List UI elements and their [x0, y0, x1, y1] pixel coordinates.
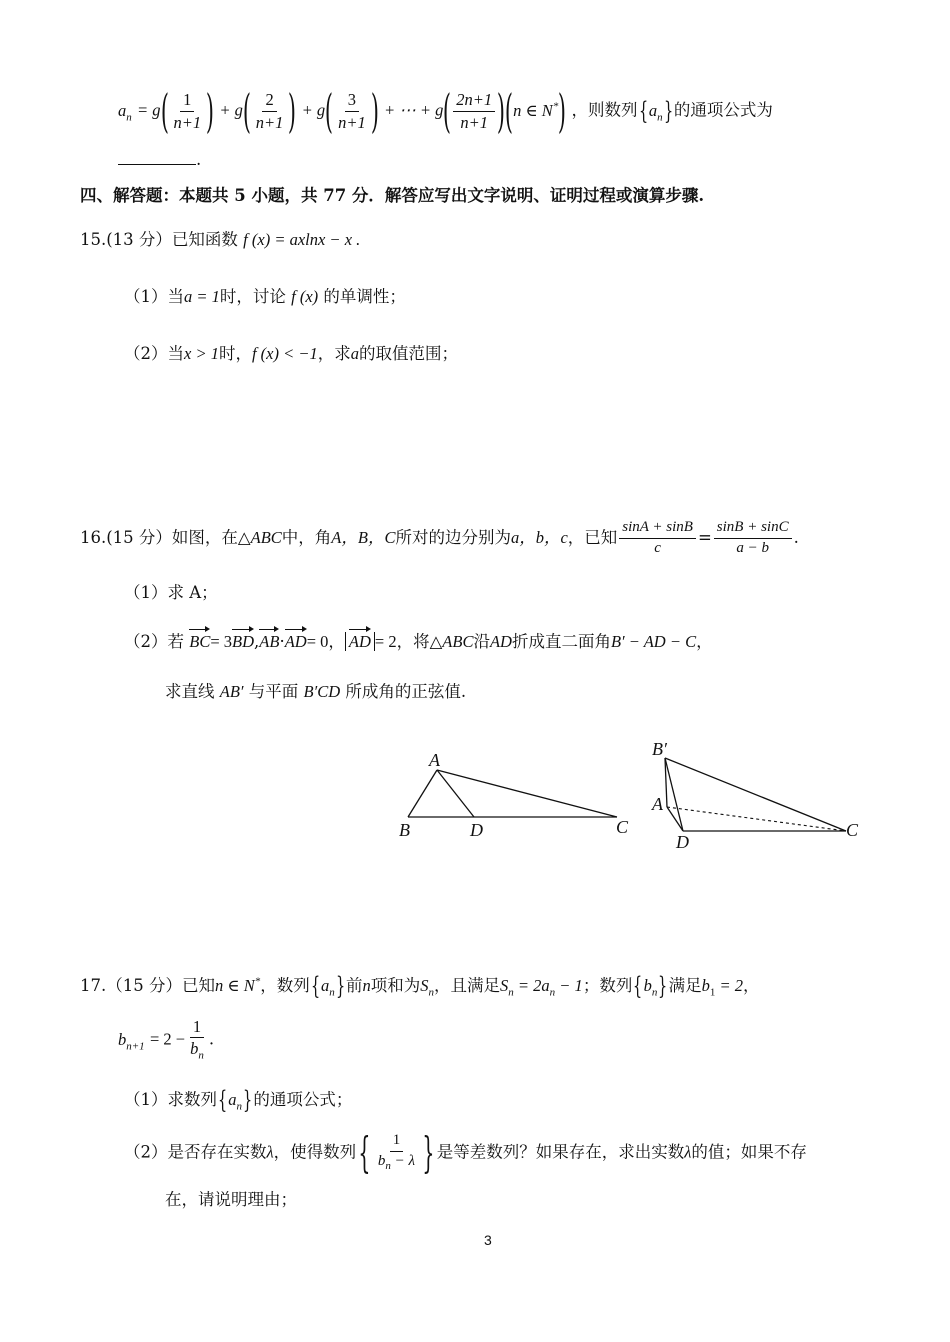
label-d-folded: D [676, 832, 689, 852]
q15-function: f (x) = axlnx − x . [243, 230, 361, 249]
label-b-prime: B′ [652, 739, 667, 759]
q15-stem: 15.(13 分）已知函数 f (x) = axlnx − x . [80, 230, 361, 249]
q16-stem: 16.(15 分）如图，在△ABC中，角A，B，C所对的边分别为a，b，c，已知 $\frac{\sin A + \sin B}{c}$ = $\frac{\sin B + \sin C}{a - b}$ . [80, 519, 799, 556]
q14-frac-3: $\frac{3}{n+1}$ [338, 90, 366, 132]
label-a-folded: A [652, 794, 663, 814]
q14-frac-2: $\frac{2}{n+1}$ [255, 90, 284, 132]
q16-part-2: （2）若 BC= 3BD,AB·AD= 0， AD = 2，将△ABC沿AD折成直二面角B′ − AD − C， [124, 632, 713, 651]
q14-eq-g: = g [137, 100, 161, 120]
q16-frac-left: $\frac{\sin A + \sin B}{c}$ [619, 520, 696, 557]
vector-bd: BD [232, 632, 255, 651]
q17-stem: 17.（15 分）已知n ∈ N*，数列$\{a_n\}$前n项和为$S_n$，且满足$S_n = 2a_n - 1$；数列$\{b_n\}$满足$b_1 = 2$， [80, 972, 760, 1000]
q17-part-2-line-2: 在，请说明理由； [165, 1190, 297, 1209]
q14-frac-4: $\frac{2n+1}{n+1}$ [453, 91, 495, 131]
label-d: D [470, 820, 483, 840]
q14-tail-text: 的通项公式为 [673, 100, 773, 120]
q17-recurrence: $b_{n+1} = 2$ − $\frac{1}{b_n}$ . [118, 1017, 215, 1062]
answer-blank [118, 150, 196, 165]
q17-seq-frac: $\frac{1}{b_n - \lambda}$ [377, 1132, 416, 1173]
flat-triangle [399, 750, 629, 840]
vector-bc: BC [189, 632, 211, 651]
q15-part-1: （1）当a = 1时，讨论 f (x) 的单调性； [124, 287, 406, 306]
label-c: C [616, 817, 629, 837]
q14-plus-g-2: + g [301, 100, 326, 120]
q17-part-2: （2）是否存在实数λ，使得数列{ $\frac{1}{b_n - \lambda}$ } 是等差数列？如果存在，求出实数λ的值；如果不存 [124, 1128, 807, 1177]
q14-text: ，则数列 [571, 100, 638, 120]
label-a: A [429, 750, 440, 770]
q14-answer-line: . [118, 150, 201, 170]
q16-part-2-line-2: 求直线 AB′ 与平面 B′CD 所成角的正弦值. [165, 682, 467, 701]
triangle-figure [0, 735, 950, 855]
q17-recurrence-frac: $\frac{1}{b_n}$ [190, 1017, 204, 1062]
q17-part-1: （1）求数列$\{a_n\}$的通项公式； [124, 1086, 353, 1114]
vector-ad: AD [284, 632, 307, 651]
q17-equation: $S_n = 2a_n - 1$ [500, 975, 583, 999]
q16-part-1: （1）求 A； [124, 583, 218, 602]
q15-part-2: （2）当x > 1时，f (x) < −1，求a的取值范围； [124, 344, 459, 363]
vector-ab: AB [259, 632, 280, 651]
q14-frac-1: $\frac{1}{n+1}$ [173, 90, 202, 132]
label-b: B [399, 820, 410, 840]
q14-plus-dots-g: + ⋯ + g [383, 100, 444, 120]
q17-cond: n ∈ N* [214, 975, 261, 995]
label-c-folded: C [846, 820, 859, 840]
page-number: 3 [484, 1232, 492, 1248]
q14-formula-line: $a_n = g$( $\frac{1}{n+1}$ ) + g( $\frac{2}{n+1}$ ) + g( $\frac{3}{n+1}$ ) + ⋯ + g( $\frac{2n+1}{n+1}$ )(n ∈ N*) ，则数列$\{a_n\}$的通项公式为 [118, 84, 773, 138]
folded-tetrahedron [651, 739, 859, 852]
q14-an: $a_n$ [118, 100, 132, 123]
q16-frac-right: $\frac{\sin B + \sin C}{a - b}$ [714, 520, 792, 557]
q14-plus-g-1: + g [219, 100, 243, 120]
section-4-heading: 四、解答题：本题共 5 小题，共 77 分．解答应写出文字说明、证明过程或演算步骤. [80, 186, 705, 205]
q14-cond: n ∈ N* [513, 100, 559, 120]
q14-seq: $a_n$ [648, 100, 663, 123]
abs-ad: AD [345, 632, 375, 651]
